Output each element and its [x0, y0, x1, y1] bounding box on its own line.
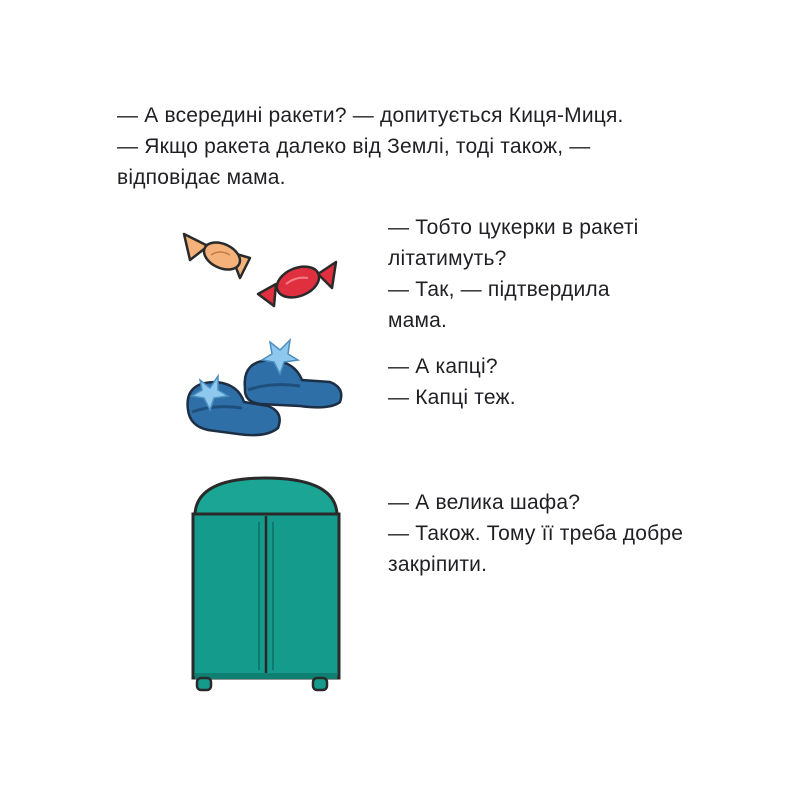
dialog-line: мама.	[388, 309, 448, 332]
slipper-back-icon	[245, 340, 342, 407]
wardrobe-legs-icon	[197, 678, 327, 690]
dialog-line: — Тобто цукерки в ракеті	[388, 216, 639, 239]
dialog-line: — Так, — підтвердила	[388, 278, 610, 301]
dialog-line: — Капці теж.	[388, 386, 516, 409]
candy-dialog	[388, 212, 639, 336]
slippers-dialog	[388, 351, 516, 413]
wardrobe-dialog	[388, 487, 683, 580]
dialog-line: закріпити.	[388, 553, 488, 576]
dialog-line: відповідає мама.	[117, 166, 286, 189]
dialog-line: літатимуть?	[388, 247, 507, 270]
dialog-line: — А капці?	[388, 355, 498, 378]
slippers-illustration	[180, 330, 355, 455]
candies-illustration	[178, 222, 348, 322]
intro-dialog	[117, 100, 624, 193]
dialog-line: — А всередині ракети? — допитується Киця-Миця.	[117, 104, 624, 127]
red-candy-icon	[258, 261, 336, 306]
wardrobe-illustration	[185, 470, 345, 695]
dialog-line: — А велика шафа?	[388, 491, 581, 514]
orange-candy-icon	[184, 234, 250, 278]
dialog-line: — Також. Тому її треба добре	[388, 522, 684, 545]
dialog-line: — Якщо ракета далеко від Землі, тоді також, —	[117, 135, 591, 158]
